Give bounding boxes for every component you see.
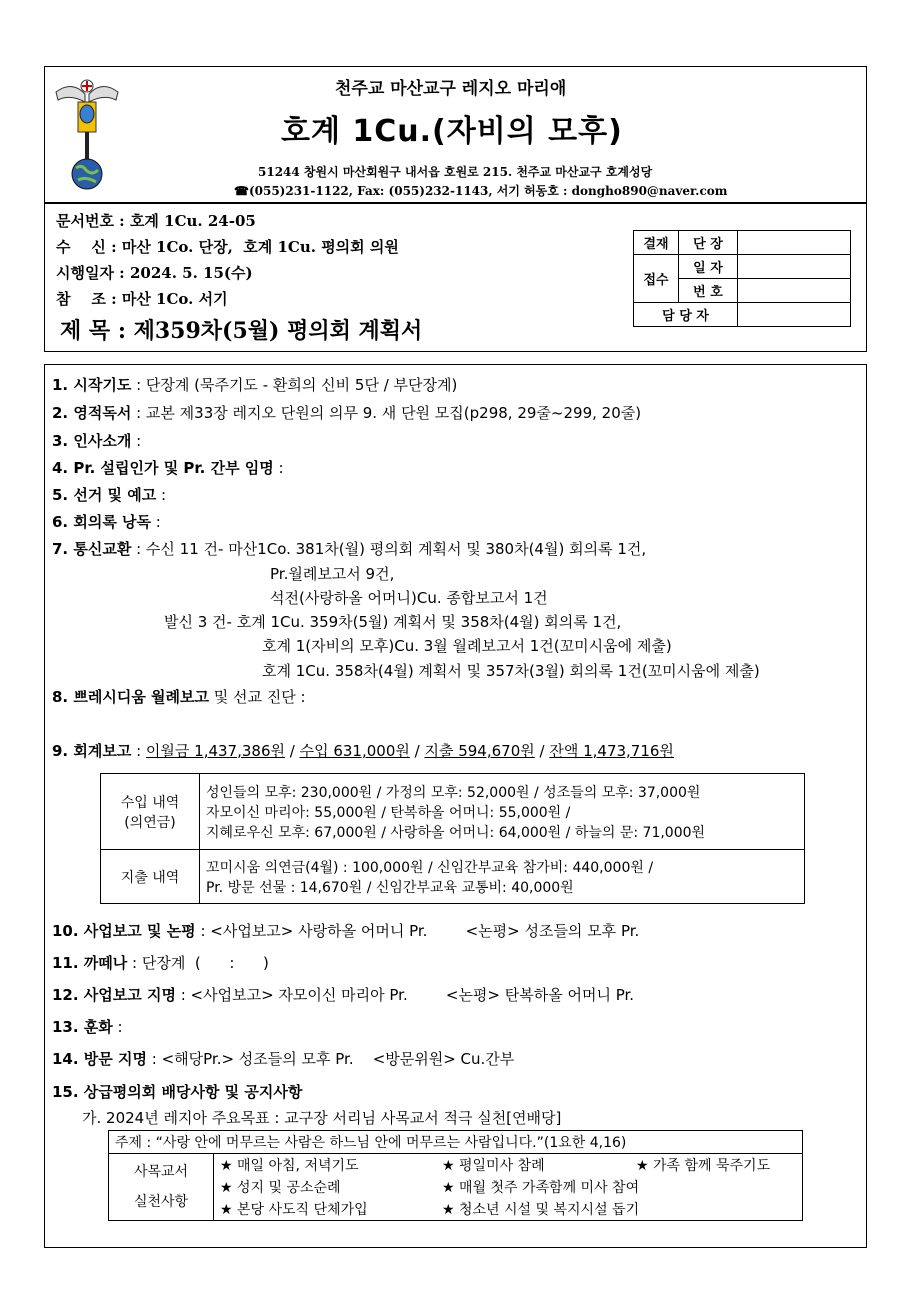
goal-4: ★ 성지 및 공소순례 bbox=[214, 1176, 437, 1198]
item-4-text: : bbox=[273, 459, 284, 477]
income-line-2: 자모이신 마리아: 55,000원 / 탄복하올 어머니: 55,000원 / bbox=[206, 804, 571, 821]
item-11-text: : 단장계 ( : ) bbox=[127, 954, 269, 972]
balance-amount: 잔액 1,473,716원 bbox=[549, 742, 674, 760]
item-7-line-3: 석전(사랑하올 어머니)Cu. 종합보고서 1건 bbox=[270, 589, 548, 607]
item-14-text: : <해당Pr.> 성조들의 모후 Pr. <방문위원> Cu.간부 bbox=[146, 1050, 515, 1068]
income-detail bbox=[200, 774, 805, 850]
item-6-text: : bbox=[151, 513, 161, 531]
item-7-line-5: 호계 1(자비의 모후)Cu. 3월 월례보고서 1건(꼬미시움에 제출) bbox=[262, 637, 672, 655]
item-15-a: 가. 2024년 레지아 주요목표 : 교구장 서리님 사목교서 적극 실천[연배당] bbox=[82, 1109, 562, 1127]
pastoral-goals-table bbox=[108, 1130, 803, 1221]
income-line-1: 성인들의 모후: 230,000원 / 가정의 모후: 52,000원 / 성조들의 모후: 37,000원 bbox=[206, 784, 701, 801]
contact-line: ☎(055)231-1122, Fax: (055)232-1143, 서기 허동호 : dongho890@naver.com bbox=[234, 184, 728, 198]
doc-number: 문서번호 : 호계 1Cu. 24-05 bbox=[56, 212, 256, 230]
goal-2: ★ 평일미사 참례 bbox=[436, 1154, 630, 1177]
item-7-line-2: Pr.월례보고서 9건, bbox=[270, 565, 395, 583]
item-7-line-6: 호계 1Cu. 358차(4월) 계획서 및 357차(3월) 회의록 1건(꼬미시움에 제출) bbox=[262, 662, 760, 680]
item-7-line-4: 발신 3 건- 호계 1Cu. 359차(5월) 계획서 및 358차(4월) 회의록 1건, bbox=[164, 613, 622, 631]
item-10 bbox=[52, 920, 639, 941]
item-3-label: 3. 인사소개 bbox=[52, 432, 132, 450]
goal-6: ★ 본당 사도직 단체가입 bbox=[214, 1198, 437, 1221]
goal-7: ★ 청소년 시설 및 복지시설 돕기 bbox=[436, 1198, 803, 1221]
issue-date: 시행일자 : 2024. 5. 15(수) bbox=[56, 264, 253, 282]
recipient: 수 신 : 마산 1Co. 단장, 호계 1Cu. 평의회 의원 bbox=[56, 238, 399, 256]
finance-table bbox=[100, 773, 805, 904]
expense-line-1: 꼬미시움 의연금(4월) : 100,000원 / 신임간부교육 참가비: 440,000원 / bbox=[206, 859, 654, 876]
item-13-text: : bbox=[112, 1018, 123, 1036]
carryover-amount: 이월금 1,437,386원 bbox=[145, 742, 285, 760]
income-head-2: (의연금) bbox=[124, 814, 176, 831]
goal-1: ★ 매일 아침, 저녁기도 bbox=[214, 1154, 437, 1177]
item-4-label: 4. Pr. 설립인가 및 Pr. 간부 임명 bbox=[52, 459, 274, 477]
item-7-line-1: : 수신 11 건- 마산1Co. 381차(월) 평의회 계획서 및 380차(4월) 회의록 1건, bbox=[131, 540, 647, 558]
goals-head-1: 사목교서 bbox=[133, 1164, 189, 1180]
approval-table bbox=[633, 230, 851, 327]
item-9-label: 9. 회계보고 bbox=[52, 742, 132, 760]
item-1 bbox=[52, 374, 457, 395]
item-11-label: 11. 까떼나 bbox=[52, 954, 128, 972]
item-1-label: 1. 시작기도 bbox=[52, 376, 132, 394]
item-12-text: : <사업보고> 자모이신 마리아 Pr. <논평> 탄복하올 어머니 Pr. bbox=[175, 986, 635, 1004]
expense-head: 지출 내역 bbox=[101, 850, 200, 904]
item-5-text: : bbox=[156, 486, 167, 504]
item-14 bbox=[52, 1048, 514, 1069]
goal-5: ★ 매월 첫주 가족함께 미사 참여 bbox=[436, 1176, 803, 1198]
legio-emblem-logo bbox=[52, 72, 122, 192]
item-13 bbox=[52, 1016, 123, 1037]
praesidium-title: 호계 1Cu.(자비의 모후) bbox=[281, 114, 623, 149]
org-name: 천주교 마산교구 레지오 마리애 bbox=[335, 79, 567, 99]
address-line: 51244 창원시 마산회원구 내서읍 호원로 215. 천주교 마산교구 호계성당 bbox=[258, 165, 653, 179]
item-2 bbox=[52, 402, 641, 423]
approval-label: 결재 bbox=[634, 231, 679, 255]
item-3 bbox=[52, 430, 141, 451]
item-9-sep: : bbox=[131, 742, 146, 760]
item-5-label: 5. 선거 및 예고 bbox=[52, 486, 157, 504]
manager-cell bbox=[738, 303, 851, 327]
item-9: 9. 회계보고 : 이월금 1,437,386원 / 수입 631,000원 / 지출 594,670원 / 잔액 1,473,716원 bbox=[52, 742, 674, 760]
item-5 bbox=[52, 484, 166, 505]
item-8-label: 8. 쁘레시디움 월례보고 bbox=[52, 688, 209, 706]
income-amount: 수입 631,000원 bbox=[299, 742, 410, 760]
item-10-label: 10. 사업보고 및 논평 bbox=[52, 922, 196, 940]
item-7-label: 7. 통신교환 bbox=[52, 540, 132, 558]
receipt-number-cell bbox=[738, 279, 851, 303]
receipt-label: 접수 bbox=[634, 255, 679, 303]
item-13-label: 13. 훈화 bbox=[52, 1018, 113, 1036]
chief-label: 단 장 bbox=[679, 231, 738, 255]
item-7 bbox=[52, 538, 646, 559]
item-15-label: 15. 상급평의회 배당사항 및 공지사항 bbox=[52, 1083, 303, 1101]
expense-detail bbox=[200, 850, 805, 904]
item-12-label: 12. 사업보고 지명 bbox=[52, 986, 176, 1004]
income-head bbox=[101, 774, 200, 850]
item-4 bbox=[52, 457, 284, 478]
goal-3: ★ 가족 함께 묵주기도 bbox=[630, 1154, 803, 1177]
item-10-text: : <사업보고> 사랑하올 어머니 Pr. <논평> 성조들의 모후 Pr. bbox=[195, 922, 640, 940]
goals-head-2: 실천사항 bbox=[133, 1194, 189, 1210]
expense-amount: 지출 594,670원 bbox=[424, 742, 535, 760]
item-14-label: 14. 방문 지명 bbox=[52, 1050, 147, 1068]
item-3-text: : bbox=[131, 432, 142, 450]
subject-title: 제 목 : 제359차(5월) 평의회 계획서 bbox=[60, 318, 423, 344]
item-12 bbox=[52, 984, 634, 1005]
expense-line-2: Pr. 방문 선물 : 14,670원 / 신임간부교육 교통비: 40,000원 bbox=[206, 879, 574, 896]
item-8 bbox=[52, 686, 306, 707]
income-line-3: 지혜로우신 모후: 67,000원 / 사랑하올 어머니: 64,000원 / 하늘의 문: 71,000원 bbox=[206, 824, 706, 841]
item-11 bbox=[52, 952, 269, 973]
goals-theme: 주제 : “사랑 안에 머무르는 사람은 하느님 안에 머무르는 사람입니다.”(1요한 4,16) bbox=[109, 1131, 803, 1154]
manager-label: 담 당 자 bbox=[634, 303, 738, 327]
receipt-date-label: 일 자 bbox=[679, 255, 738, 279]
item-6 bbox=[52, 511, 161, 532]
item-1-text: : 단장계 (묵주기도 - 환희의 신비 5단 / 부단장계) bbox=[131, 376, 458, 394]
receipt-number-label: 번 호 bbox=[679, 279, 738, 303]
chief-sign-cell bbox=[738, 231, 851, 255]
reference: 참 조 : 마산 1Co. 서기 bbox=[56, 290, 228, 308]
item-8-text: 및 선교 진단 : bbox=[209, 688, 306, 706]
item-2-label: 2. 영적독서 bbox=[52, 404, 132, 422]
item-2-text: : 교본 제33장 레지오 단원의 의무 9. 새 단원 모집(p298, 29줄~299, 20줄) bbox=[131, 404, 642, 422]
income-head-1: 수입 내역 bbox=[120, 794, 180, 811]
goals-head bbox=[109, 1154, 214, 1221]
receipt-date-cell bbox=[738, 255, 851, 279]
item-6-label: 6. 회의록 낭독 bbox=[52, 513, 152, 531]
